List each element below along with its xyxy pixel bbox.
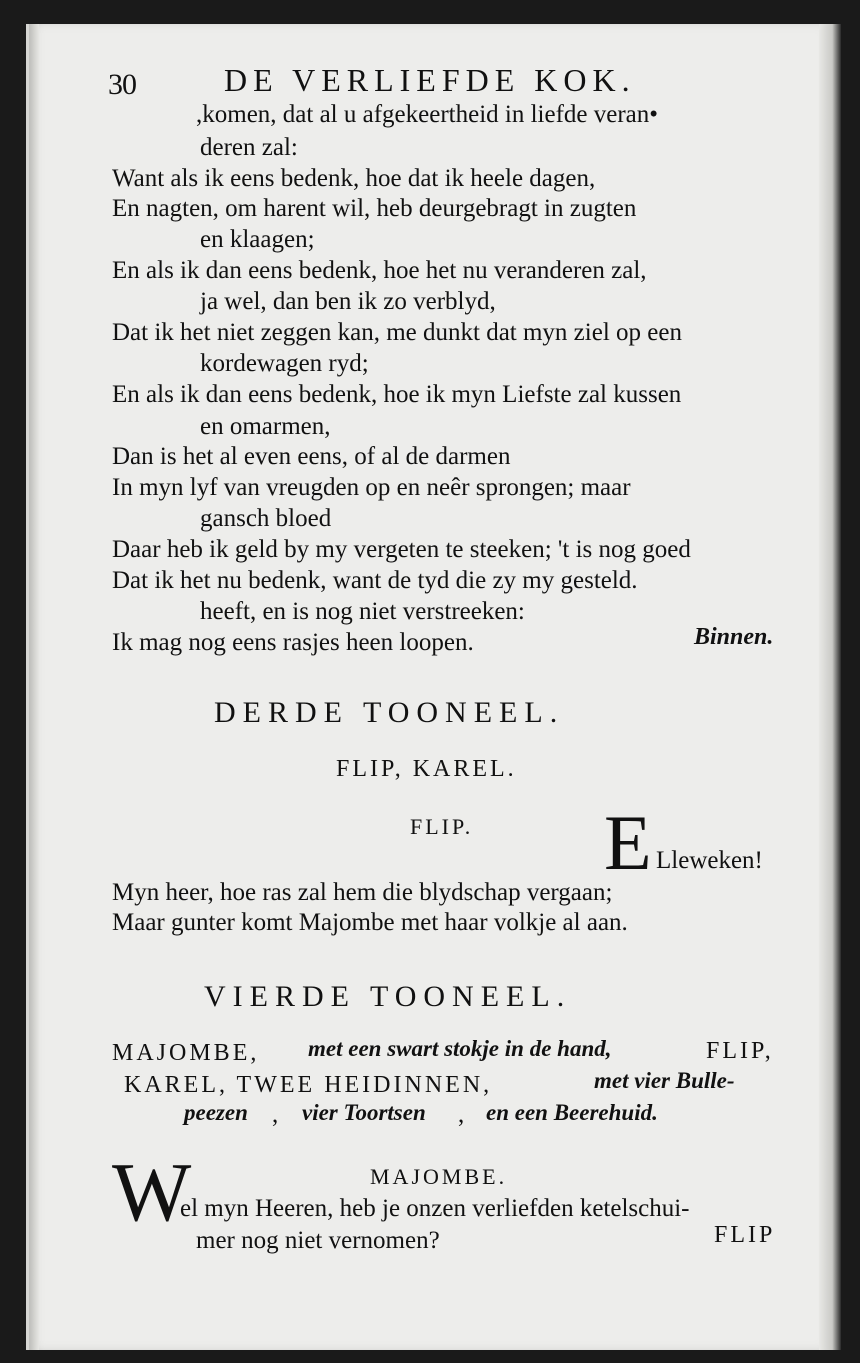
- text-line: heeft, en is nog niet verstreeken:: [200, 598, 525, 625]
- comma: ,: [458, 1101, 465, 1128]
- text-line: kordewagen ryd;: [200, 350, 369, 377]
- running-head: [108, 62, 748, 102]
- comma: ,: [272, 1101, 279, 1128]
- text-line: Dat ik het niet zeggen kan, me dunkt dat myn ziel op een: [112, 319, 682, 346]
- scene-four-dropcap: W: [112, 1146, 192, 1239]
- scene-three-first-word: Lleweken!: [656, 847, 763, 874]
- cast-names: KAREL, TWEE HEIDINNEN,: [124, 1072, 493, 1098]
- text-line: Dat ik het nu bedenk, want de tyd die zy my gesteld.: [112, 567, 638, 594]
- cast-direction: met een swart stokje in de hand,: [308, 1036, 612, 1061]
- text-line: Want als ik eens bedenk, hoe dat ik heele dagen,: [112, 165, 596, 192]
- text-line: En nagten, om harent wil, heb deurgebragt in zugten: [112, 195, 637, 222]
- text-line: Dan is het al even eens, of al de darmen: [112, 443, 511, 470]
- text-line: Ik mag nog eens rasjes heen loopen.: [112, 629, 474, 656]
- page-edge: [819, 24, 841, 1350]
- text-line: deren zal:: [200, 134, 298, 161]
- cast-name-majombe: MAJOMBE,: [112, 1040, 260, 1066]
- text-line: ja wel, dan ben ik zo verblyd,: [200, 288, 496, 315]
- text-line: In myn lyf van vreugden op en neêr sprongen; maar: [112, 474, 631, 501]
- running-title: DE VERLIEFDE KOK.: [224, 62, 636, 98]
- scene-three-characters: FLIP, KAREL.: [336, 756, 517, 782]
- text-line: Myn heer, hoe ras zal hem die blydschap vergaan;: [112, 879, 613, 906]
- text-line: Maar gunter komt Majombe met haar volkje al aan.: [112, 909, 628, 936]
- scene-four-speaker: MAJOMBE.: [370, 1164, 508, 1189]
- page-number: 30: [108, 68, 136, 101]
- cast-direction: en een Beerehuid.: [486, 1100, 658, 1125]
- cast-name-flip: FLIP,: [706, 1038, 774, 1064]
- text-line: En als ik dan eens bedenk, hoe het nu veranderen zal,: [112, 257, 647, 284]
- text-line: Daar heb ik geld by my vergeten te steeken; 't is nog goed: [112, 536, 691, 563]
- cast-direction: vier Toortsen: [302, 1100, 426, 1125]
- text-line: mer nog niet vernomen?: [196, 1227, 440, 1254]
- text-line: En als ik dan eens bedenk, hoe ik myn Liefste zal kussen: [112, 381, 682, 408]
- catchword: FLIP: [714, 1222, 776, 1248]
- scene-three-dropcap: E: [604, 799, 652, 886]
- scene-four-title: VIERDE TOONEEL.: [204, 980, 572, 1013]
- text-line: el myn Heeren, heb je onzen verliefden ketelschui-: [180, 1195, 690, 1222]
- exit-direction: Binnen.: [694, 624, 774, 650]
- text-line: en klaagen;: [200, 226, 315, 253]
- text-line: en omarmen,: [200, 413, 331, 440]
- page-gutter: [29, 24, 39, 1350]
- text-line: ,komen, dat al u afgekeertheid in liefde veran•: [196, 101, 659, 128]
- text-line: gansch bloed: [200, 505, 332, 532]
- cast-direction: met vier Bulle-: [594, 1068, 735, 1093]
- scene-three-speaker: FLIP.: [410, 814, 474, 839]
- cast-direction: peezen: [184, 1100, 248, 1125]
- scene-three-title: DERDE TOONEEL.: [214, 696, 565, 729]
